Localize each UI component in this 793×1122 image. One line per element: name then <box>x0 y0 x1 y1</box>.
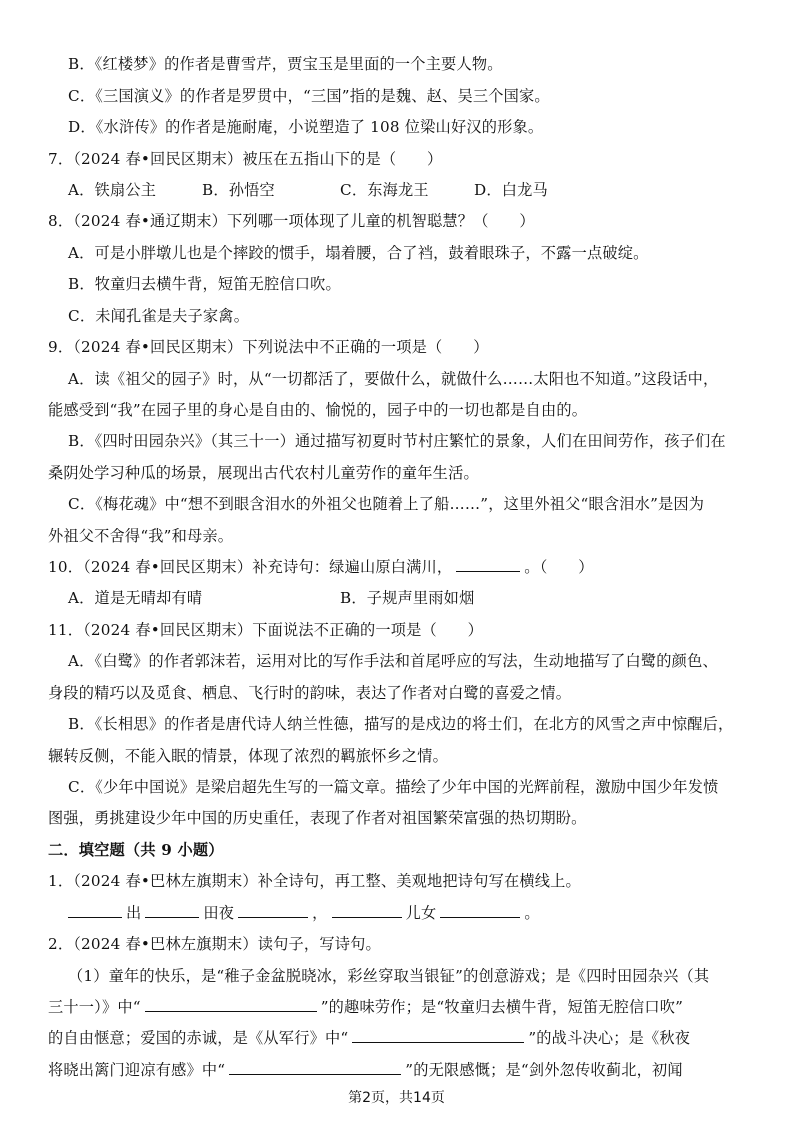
paragraph-line: （1）童年的快乐，是“稚子金盆脱晓冰，彩丝穿取当银钲”的创意游戏；是《四时田园杂兴（其 <box>68 967 710 985</box>
option-a: A．铁扇公主 <box>68 181 157 199</box>
option-line: B．《四时田园杂兴》（其三十一）通过描写初夏时节村庄繁忙的景象，人们在田间劳作，孩子们在 <box>68 432 726 450</box>
fill-question-1-blanks <box>68 903 540 923</box>
option-d: D．白龙马 <box>474 181 548 199</box>
option-continuation: 身段的精巧以及觅食、栖息、飞行时的韵味，表达了作者对白鹭的喜爱之情。 <box>48 684 572 702</box>
question-10-text: 10．（2024 春•回民区期末）补充诗句：绿遍山原白满川， <box>48 558 453 576</box>
fill-text: ”的战斗决心；是《秋夜 <box>528 1029 691 1047</box>
question-7: 7．（2024 春•回民区期末）被压在五指山下的是（ ） <box>48 150 443 168</box>
option-line: A．可是小胖墩儿也是个摔跤的惯手，塌着腰，合了裆，鼓着眼珠子，不露一点破绽。 <box>68 244 649 262</box>
fill-text: 。 <box>524 904 540 922</box>
option-line: C．《少年中国说》是梁启超先生写的一篇文章。描绘了少年中国的光辉前程，激励中国少年发愤 <box>68 778 719 796</box>
fill-text: 出 <box>126 904 142 922</box>
option-line: A．读《祖父的园子》时，从“一切都活了，要做什么，就做什么……太阳也不知道。”这段话中， <box>68 370 719 388</box>
fill-text: ”的无限感慨；是“剑外忽传收蓟北，初闻 <box>405 1061 683 1079</box>
question-11: 11．（2024 春•回民区期末）下面说法不正确的一项是（ ） <box>48 621 484 639</box>
fill-text: 的自由惬意；爱国的赤诚，是《从军行》中“ <box>48 1029 349 1047</box>
answer-blank[interactable] <box>332 903 402 918</box>
option-line: A．《白鹭》的作者郭沫若，运用对比的写作手法和首尾呼应的写法，生动地描写了白鹭的颜色、 <box>68 652 718 670</box>
fill-text: ， <box>312 904 328 922</box>
answer-blank[interactable] <box>145 997 317 1012</box>
question-9: 9．（2024 春•回民区期末）下列说法中不正确的一项是（ ） <box>48 338 489 356</box>
fill-text: 三十一）》中“ <box>48 998 141 1016</box>
paragraph-line <box>48 1060 683 1080</box>
question-10 <box>48 557 594 577</box>
page-number: 第2页，共14页 <box>348 1090 445 1106</box>
fill-question-1: 1．（2024 春•巴林左旗期末）补全诗句，再工整、美观地把诗句写在横线上。 <box>48 872 581 890</box>
option-c: C．东海龙王 <box>340 181 429 199</box>
option-continuation: 能感受到“我”在园子里的身心是自由的、愉悦的，园子中的一切也都是自由的。 <box>48 401 588 419</box>
fill-text: 将晓出篱门迎凉有感》中“ <box>48 1061 226 1079</box>
option-continuation: 图强，勇挑建设少年中国的历史重任，表现了作者对祖国繁荣富强的热切期盼。 <box>48 809 587 827</box>
option-line: B．《红楼梦》的作者是曹雪芹，贾宝玉是里面的一个主要人物。 <box>68 55 503 73</box>
option-a: A．道是无晴却有晴 <box>68 589 203 607</box>
fill-text: 儿女 <box>405 904 437 922</box>
answer-blank[interactable] <box>238 903 308 918</box>
option-line: B．牧童归去横牛背，短笛无腔信口吹。 <box>68 275 341 293</box>
answer-blank[interactable] <box>352 1028 524 1043</box>
answer-blank[interactable] <box>440 903 520 918</box>
option-b: B．子规声里雨如烟 <box>340 589 475 607</box>
answer-blank[interactable] <box>68 903 122 918</box>
paragraph-line <box>48 1028 690 1048</box>
answer-blank[interactable] <box>229 1060 401 1075</box>
section-heading: 二．填空题（共 9 小题） <box>48 841 224 859</box>
option-line: B．《长相思》的作者是唐代诗人纳兰性德，描写的是戍边的将士们，在北方的风雪之声中惊醒后， <box>68 715 734 733</box>
option-line: C．《梅花魂》中“想不到眼含泪水的外祖父也随着上了船……”，这里外祖父“眼含泪水”是因为 <box>68 495 705 513</box>
answer-blank[interactable] <box>145 903 199 918</box>
paragraph-line <box>48 997 683 1017</box>
option-b: B．孙悟空 <box>202 181 275 199</box>
option-continuation: 桑阴处学习种瓜的场景，展现出古代农村儿童劳作的童年生活。 <box>48 464 479 482</box>
answer-blank[interactable] <box>456 557 520 572</box>
fill-text: ”的趣味劳作；是“牧童归去横牛背，短笛无腔信口吹” <box>320 998 684 1016</box>
option-line: C．未闻孔雀是夫子家禽。 <box>68 307 250 325</box>
option-continuation: 外祖父不舍得“我”和母亲。 <box>48 527 234 545</box>
option-continuation: 辗转反侧，不能入眠的情景，体现了浓烈的羁旅怀乡之情。 <box>48 747 449 765</box>
option-line: C．《三国演义》的作者是罗贯中，“三国”指的是魏、赵、吴三个国家。 <box>68 87 550 105</box>
option-line: D．《水浒传》的作者是施耐庵，小说塑造了 108 位梁山好汉的形象。 <box>68 118 544 136</box>
question-8: 8．（2024 春•通辽期末）下列哪一项体现了儿童的机智聪慧？（ ） <box>48 212 535 230</box>
fill-question-2: 2．（2024 春•巴林左旗期末）读句子，写诗句。 <box>48 935 381 953</box>
question-10-tail: 。（ ） <box>524 558 594 576</box>
fill-text: 田夜 <box>203 904 235 922</box>
